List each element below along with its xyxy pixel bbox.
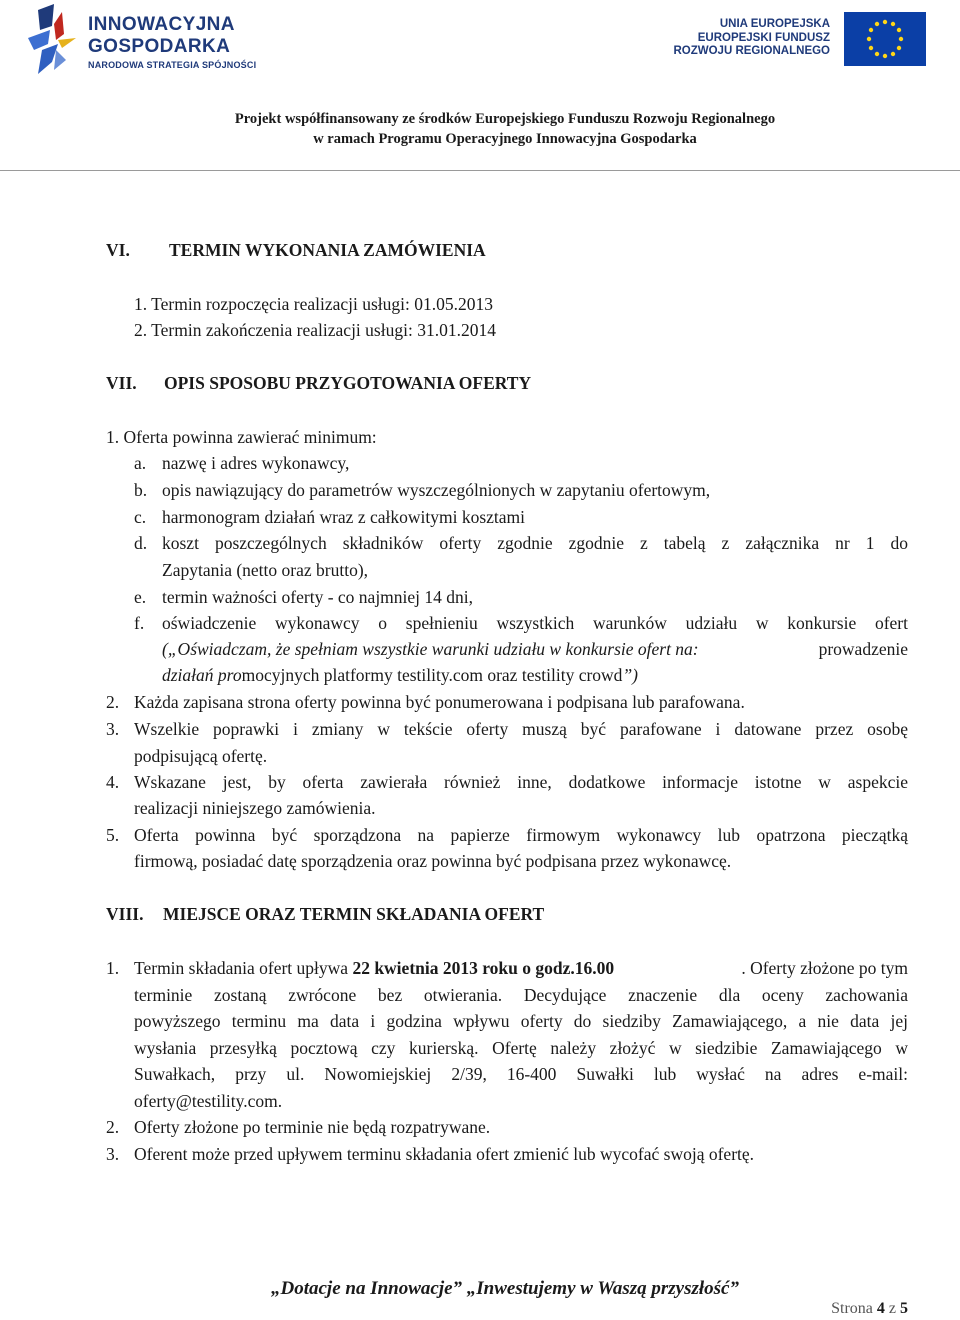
sub-b-marker: b.	[134, 480, 148, 500]
item4-line1: Wskazane jest, by oferta zawierała również inne, dodatkowe informacje istotne w aspekcie	[134, 772, 908, 792]
page-current: 4	[876, 1300, 885, 1317]
section6-title: TERMIN WYKONANIA ZAMÓWIENIA	[169, 240, 486, 260]
item3-line1: Wszelkie poprawki i zmiany w tekście oferty muszą być parafowane i datowane przez osobę	[134, 719, 908, 739]
footer-slogan: „Dotacje na Innowacje” „Inwestujemy w Waszą przyszłość”	[270, 1278, 739, 1299]
section8-number: VIII.	[106, 904, 144, 924]
header-divider	[0, 170, 960, 171]
page-number	[831, 1300, 908, 1318]
s8-item1-line2: terminie zostaną zwrócone bez otwierania. Decydujące znaczenie dla oceny zachowania	[134, 985, 908, 1005]
sub-a-text: nazwę i adres wykonawcy,	[162, 453, 350, 473]
item5-line2: firmową, posiadać datę sporządzenia oraz powinna być podpisana przez wykonawcę.	[134, 851, 732, 871]
sub-f-line2-rest: prowadzenie	[818, 639, 908, 659]
project-funding-line1: Projekt współfinansowany ze środków Europejskiego Funduszu Rozwoju Regionalnego	[234, 111, 776, 127]
item3-line2: podpisującą ofertę.	[134, 746, 268, 766]
logo-left-line2: GOSPODARKA	[88, 36, 231, 57]
eu-logo	[673, 12, 926, 68]
item2-marker: 2.	[106, 692, 120, 712]
sub-f-line1: oświadczenie wykonawcy o spełnieniu wszystkich warunków udziału w konkursie ofert	[162, 613, 908, 633]
logo-left-line3: NARODOWA STRATEGIA SPÓJNOŚCI	[88, 60, 257, 70]
section6-item1: 1. Termin rozpoczęcia realizacji usługi: 01.05.2013	[134, 294, 494, 314]
page-sep: z	[888, 1300, 896, 1317]
section6-item2: 2. Termin zakończenia realizacji usługi: 31.01.2014	[134, 320, 496, 340]
item5-line1: Oferta powinna być sporządzona na papierze firmowym wykonawcy lub opatrzona pieczątką	[134, 825, 908, 845]
s8-item1-line4: wysłania przesyłką pocztową czy kurierską. Ofertę należy złożyć w siedzibie Zamawiającego w	[134, 1038, 908, 1058]
section7-title: OPIS SPOSOBU PRZYGOTOWANIA OFERTY	[164, 373, 532, 393]
sub-b-text: opis nawiązujący do parametrów wyszczególnionych w zapytaniu ofertowym,	[162, 480, 711, 500]
sub-f-line3-rest: mocyjnych platformy testility.com oraz testility crowd	[241, 665, 623, 685]
item4-line2: realizacji niniejszego zamówienia.	[134, 798, 376, 818]
s8-item1-marker: 1.	[106, 958, 120, 978]
sub-d-marker: d.	[134, 533, 148, 553]
item2-text: Każda zapisana strona oferty powinna być ponumerowana i podpisana lub parafowana.	[134, 692, 745, 712]
s8-item1-line6: oferty@testility.com.	[134, 1091, 283, 1111]
innowacyjna-gospodarka-logo	[28, 4, 258, 76]
deadline-date: 22 kwietnia 2013 roku o godz.16.00	[352, 958, 615, 978]
sub-a-marker: a.	[134, 453, 147, 473]
section7-number: VII.	[106, 373, 137, 393]
sub-e-marker: e.	[134, 587, 147, 607]
item3-marker: 3.	[106, 719, 120, 739]
sub-f-line3-end: ”)	[622, 665, 638, 685]
item5-marker: 5.	[106, 825, 120, 845]
s8-item1-line5: Suwałkach, przy ul. Nowomiejskiej 2/39, 16-400 Suwałki lub wysłać na adres e-mail:	[134, 1064, 908, 1084]
sub-e-text: termin ważności oferty - co najmniej 14 dni,	[162, 587, 474, 607]
sub-d-line2: Zapytania (netto oraz brutto),	[162, 560, 369, 580]
s8-item3-text: Oferent może przed upływem terminu składania ofert zmienić lub wycofać swoją ofertę.	[134, 1144, 755, 1164]
section7-item1: 1. Oferta powinna zawierać minimum:	[106, 427, 377, 447]
item4-marker: 4.	[106, 772, 120, 792]
sub-f-marker: f.	[134, 613, 145, 633]
s8-item2-marker: 2.	[106, 1117, 120, 1137]
logo-right-line3: ROZWOJU REGIONALNEGO	[673, 45, 830, 57]
logo-left-line1: INNOWACYJNA	[88, 14, 235, 35]
s8-item1-line1-end: . Oferty złożone po tym	[741, 958, 908, 978]
page-total: 5	[900, 1300, 908, 1317]
project-funding-line2: w ramach Programu Operacyjnego Innowacyjna Gospodarka	[313, 131, 697, 147]
section8-title: MIEJSCE ORAZ TERMIN SKŁADANIA OFERT	[163, 904, 545, 924]
star-logo-icon	[28, 4, 84, 76]
s8-item1-line3: powyższego terminu ma data i godzina wpływu oferty do siedziby Zamawiającego, a nie data jej	[134, 1011, 908, 1031]
sub-c-text: harmonogram działań wraz z całkowitymi kosztami	[162, 507, 525, 527]
s8-item3-marker: 3.	[106, 1144, 120, 1164]
s8-item1-line1-start: Termin składania ofert upływa	[134, 958, 353, 978]
sub-f-line3-italic: działań pro	[162, 665, 242, 685]
logo-right-line1: UNIA EUROPEJSKA	[719, 18, 830, 30]
sub-f-line2-italic: („Oświadczam, że spełniam wszystkie warunki udziału w konkursie ofert na:	[162, 639, 699, 659]
eu-flag-icon	[844, 12, 926, 66]
sub-d-line1: koszt poszczególnych składników oferty zgodnie zgodnie z tabelą z załącznika nr 1 do	[162, 533, 908, 553]
sub-c-marker: c.	[134, 507, 147, 527]
logo-right-line2: EUROPEJSKI FUNDUSZ	[697, 31, 830, 44]
page-label: Strona	[831, 1300, 873, 1317]
s8-item2-text: Oferty złożone po terminie nie będą rozpatrywane.	[134, 1117, 491, 1137]
section6-number: VI.	[106, 240, 130, 260]
